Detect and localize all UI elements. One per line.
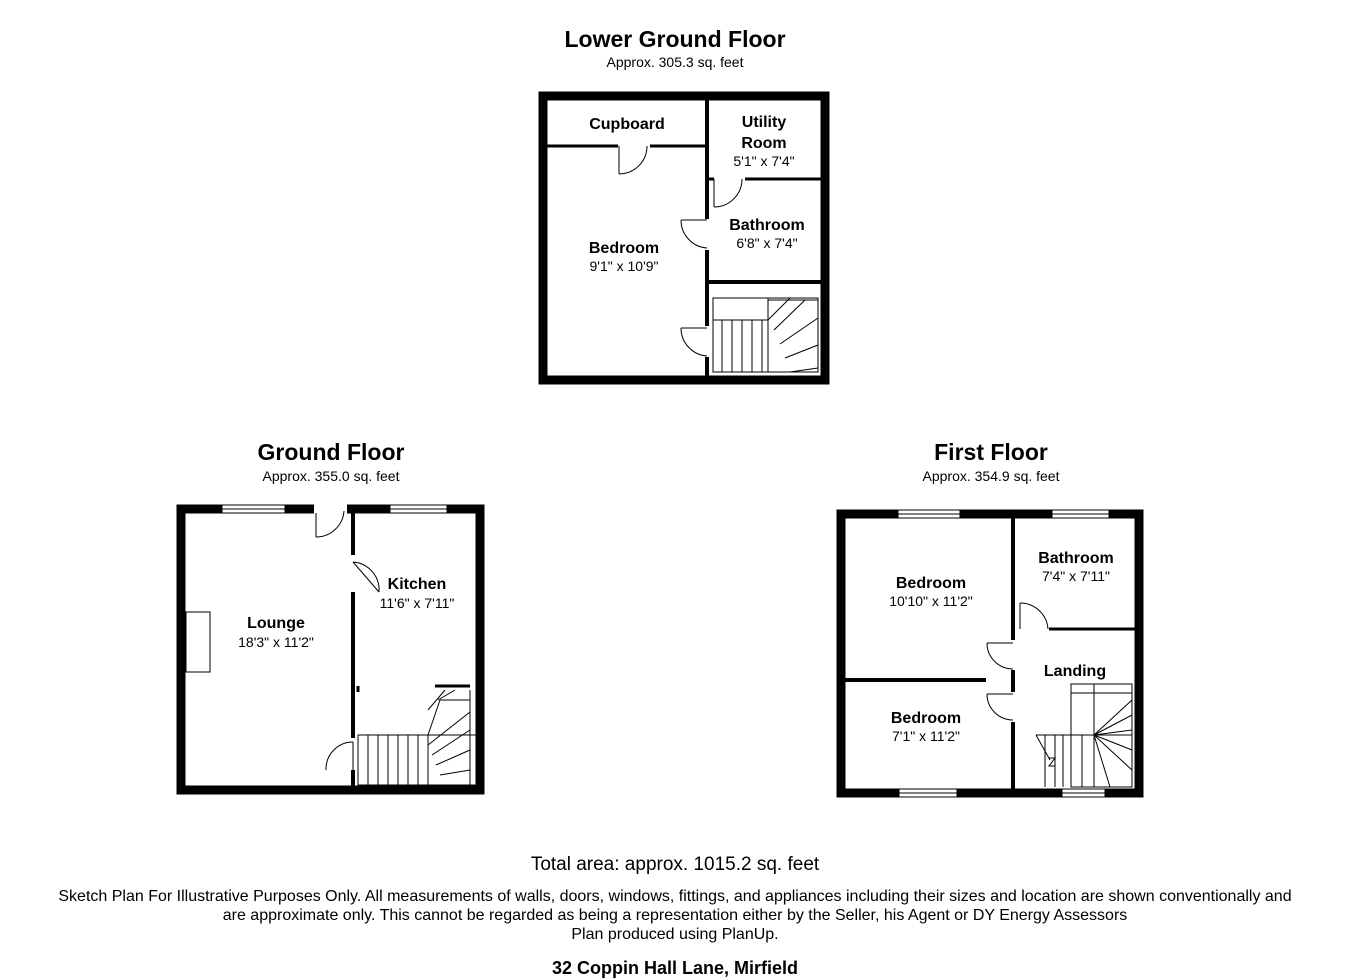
ground-floor-plan (181, 503, 480, 790)
lower-bathroom-door (681, 220, 707, 248)
lounge-label: Lounge (247, 615, 305, 632)
first-floor-area: Approx. 354.9 sq. feet (922, 468, 1060, 484)
lower-ground-floor-plan (543, 96, 825, 380)
first-bedroom1-dims: 10'10" x 11'2" (889, 593, 973, 609)
lower-bedroom-dims: 9'1" x 10'9" (589, 258, 659, 274)
lower-utility-dims: 5'1" x 7'4" (733, 153, 795, 169)
lower-bedroom-label: Bedroom (588, 240, 660, 257)
disclaimer-line-3: Plan produced using PlanUp. (571, 926, 779, 943)
first-floor-title: First Floor (934, 439, 1048, 465)
lounge-fireplace (186, 612, 210, 672)
lower-staircase (713, 298, 818, 372)
ground-staircase (358, 686, 476, 785)
lounge-dims: 18'3" x 11'2" (238, 634, 314, 650)
lower-utility-label-line2: Room (741, 135, 787, 152)
first-bathroom-label: Bathroom (1038, 550, 1114, 567)
first-bedroom2-door (987, 694, 1013, 720)
front-door (316, 511, 344, 537)
first-bedroom2-label: Bedroom (890, 710, 962, 727)
lower-cupboard-label: Cupboard (589, 116, 665, 133)
kitchen-door (353, 562, 379, 592)
disclaimer-line-2: are approximate only. This cannot be regarded as being a representation either by the Seller, his Agent or DY Energy Assessors (222, 907, 1128, 924)
ground-floor-area: Approx. 355.0 sq. feet (262, 468, 400, 484)
disclaimer-line-1: Sketch Plan For Illustrative Purposes Only. All measurements of walls, doors, windows, fittings, and appliances including their sizes and location are shown conventionally and (58, 888, 1292, 905)
first-bedroom2-dims: 7'1" x 11'2" (892, 728, 960, 744)
lower-bathroom-dims: 6'8" x 7'4" (736, 235, 798, 251)
lower-utility-label-line1: Utility (741, 114, 787, 131)
first-staircase (1036, 684, 1132, 787)
lower-ground-floor-area: Approx. 305.3 sq. feet (606, 54, 744, 70)
lower-stair-door (681, 328, 707, 356)
utility-door (714, 179, 742, 207)
ground-stair-door (326, 742, 353, 770)
total-area: Total area: approx. 1015.2 sq. feet (530, 854, 820, 875)
cupboard-door (619, 146, 647, 174)
kitchen-dims: 11'6" x 7'11" (379, 595, 455, 611)
kitchen-label: Kitchen (387, 576, 447, 593)
property-address: 32 Coppin Hall Lane, Mirfield (551, 958, 799, 978)
first-landing-label: Landing (1043, 663, 1107, 680)
ground-outer-walls (181, 509, 480, 790)
first-bathroom-door (1020, 603, 1048, 629)
first-floor-plan (841, 510, 1139, 797)
lower-bathroom-label: Bathroom (729, 217, 805, 234)
first-bedroom1-door (987, 643, 1013, 669)
first-bathroom-dims: 7'4" x 7'11" (1042, 568, 1110, 584)
ground-floor-title: Ground Floor (257, 439, 405, 465)
lower-ground-floor-title: Lower Ground Floor (564, 26, 786, 52)
first-bedroom1-label: Bedroom (895, 575, 967, 592)
